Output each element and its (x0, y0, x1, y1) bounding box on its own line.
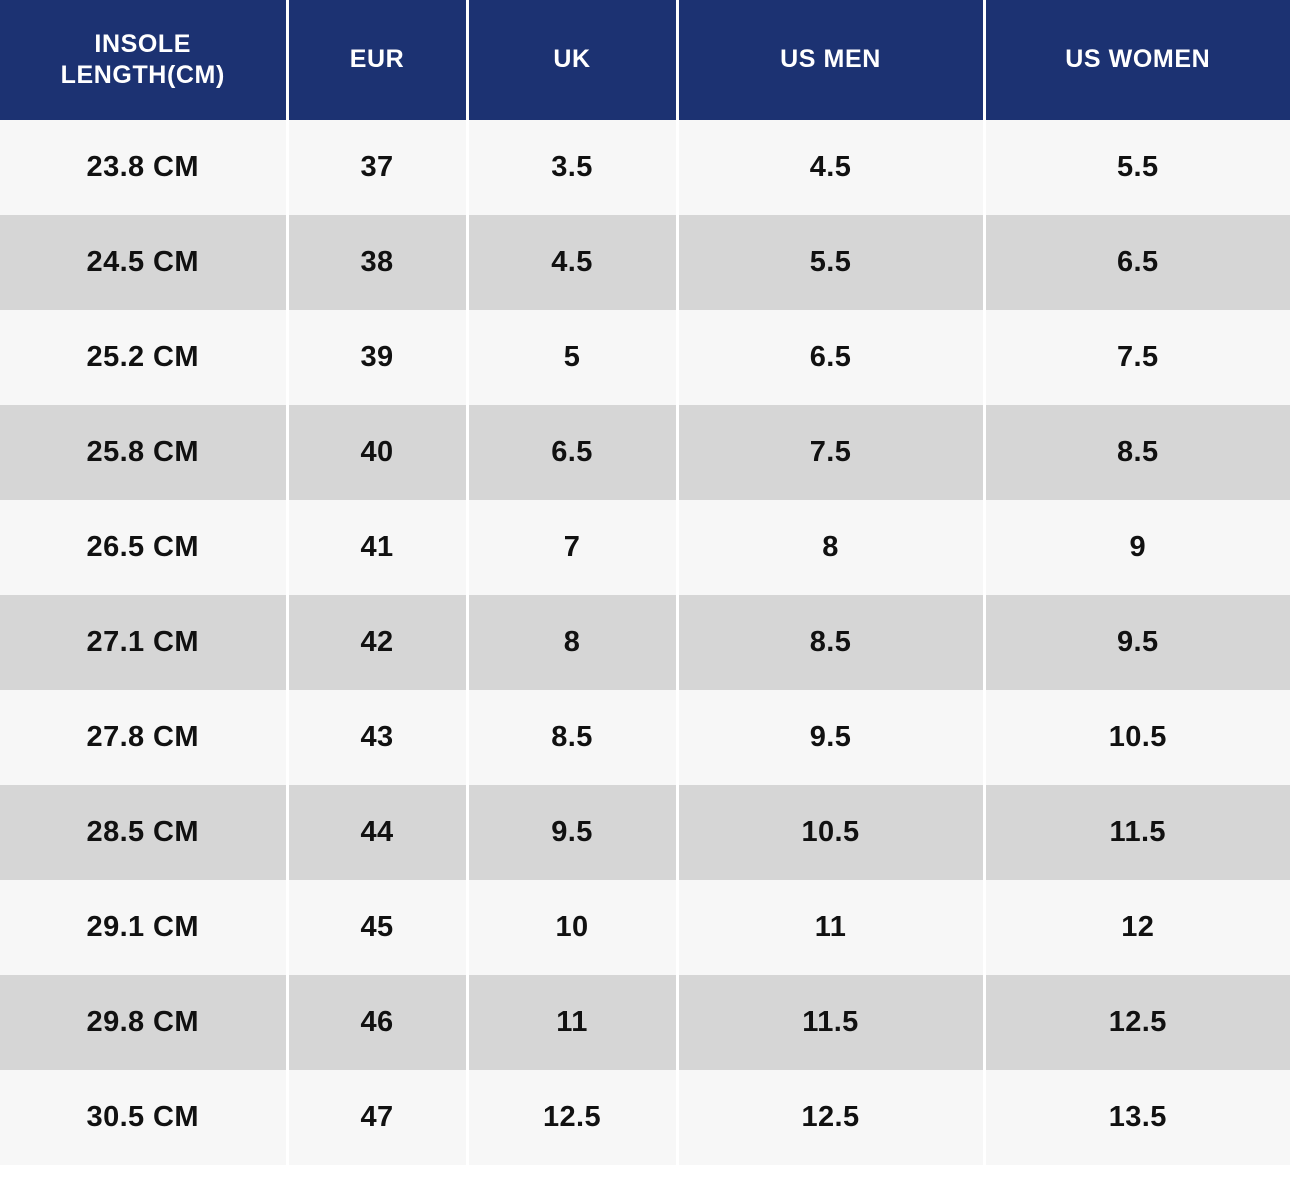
cell-us-men: 11.5 (677, 975, 984, 1070)
table-row (0, 1070, 1290, 1165)
cell-us-men: 10.5 (677, 785, 984, 880)
cell-eur: 37 (287, 120, 467, 215)
cell-us-women: 10.5 (984, 690, 1290, 785)
cell-eur: 44 (287, 785, 467, 880)
table-body (0, 120, 1290, 1165)
cell-us-women: 11.5 (984, 785, 1290, 880)
cell-uk: 7 (467, 500, 677, 595)
table-row (0, 975, 1290, 1070)
cell-eur: 43 (287, 690, 467, 785)
cell-us-men: 8 (677, 500, 984, 595)
column-header-insole-length (0, 0, 287, 120)
cell-eur: 45 (287, 880, 467, 975)
cell-eur: 41 (287, 500, 467, 595)
cell-uk: 4.5 (467, 215, 677, 310)
cell-us-men: 5.5 (677, 215, 984, 310)
cell-us-women: 9 (984, 500, 1290, 595)
cell-us-women: 6.5 (984, 215, 1290, 310)
column-header-us-women: US WOMEN (984, 0, 1290, 120)
column-header-eur: EUR (287, 0, 467, 120)
table-header (0, 0, 1290, 120)
cell-eur: 46 (287, 975, 467, 1070)
header-line-2: LENGTH(CM) (60, 61, 225, 89)
cell-us-men: 4.5 (677, 120, 984, 215)
cell-insole-length: 23.8 CM (0, 120, 287, 215)
table-row (0, 880, 1290, 975)
column-header-uk: UK (467, 0, 677, 120)
cell-insole-length: 24.5 CM (0, 215, 287, 310)
cell-us-men: 7.5 (677, 405, 984, 500)
table-row (0, 215, 1290, 310)
table-row (0, 595, 1290, 690)
table-row (0, 785, 1290, 880)
cell-us-men: 12.5 (677, 1070, 984, 1165)
cell-uk: 8 (467, 595, 677, 690)
cell-uk: 6.5 (467, 405, 677, 500)
table-row (0, 405, 1290, 500)
cell-insole-length: 26.5 CM (0, 500, 287, 595)
cell-uk: 11 (467, 975, 677, 1070)
cell-insole-length: 27.1 CM (0, 595, 287, 690)
cell-us-women: 12.5 (984, 975, 1290, 1070)
cell-us-men: 9.5 (677, 690, 984, 785)
cell-us-women: 9.5 (984, 595, 1290, 690)
cell-uk: 8.5 (467, 690, 677, 785)
cell-eur: 38 (287, 215, 467, 310)
table-row (0, 310, 1290, 405)
cell-insole-length: 29.1 CM (0, 880, 287, 975)
cell-insole-length: 25.8 CM (0, 405, 287, 500)
cell-us-women: 8.5 (984, 405, 1290, 500)
cell-insole-length: 29.8 CM (0, 975, 287, 1070)
table-row (0, 690, 1290, 785)
cell-us-women: 13.5 (984, 1070, 1290, 1165)
cell-us-women: 7.5 (984, 310, 1290, 405)
cell-us-men: 6.5 (677, 310, 984, 405)
cell-insole-length: 25.2 CM (0, 310, 287, 405)
cell-insole-length: 27.8 CM (0, 690, 287, 785)
cell-us-women: 5.5 (984, 120, 1290, 215)
table-row (0, 120, 1290, 215)
cell-uk: 5 (467, 310, 677, 405)
column-header-us-men: US MEN (677, 0, 984, 120)
cell-eur: 40 (287, 405, 467, 500)
header-line-1: INSOLE (94, 29, 192, 58)
header-row (0, 0, 1290, 120)
cell-insole-length: 28.5 CM (0, 785, 287, 880)
cell-eur: 47 (287, 1070, 467, 1165)
cell-us-men: 8.5 (677, 595, 984, 690)
cell-us-women: 12 (984, 880, 1290, 975)
cell-insole-length: 30.5 CM (0, 1070, 287, 1165)
cell-uk: 3.5 (467, 120, 677, 215)
cell-eur: 42 (287, 595, 467, 690)
cell-us-men: 11 (677, 880, 984, 975)
cell-uk: 12.5 (467, 1070, 677, 1165)
cell-uk: 10 (467, 880, 677, 975)
table-row (0, 500, 1290, 595)
cell-uk: 9.5 (467, 785, 677, 880)
cell-eur: 39 (287, 310, 467, 405)
